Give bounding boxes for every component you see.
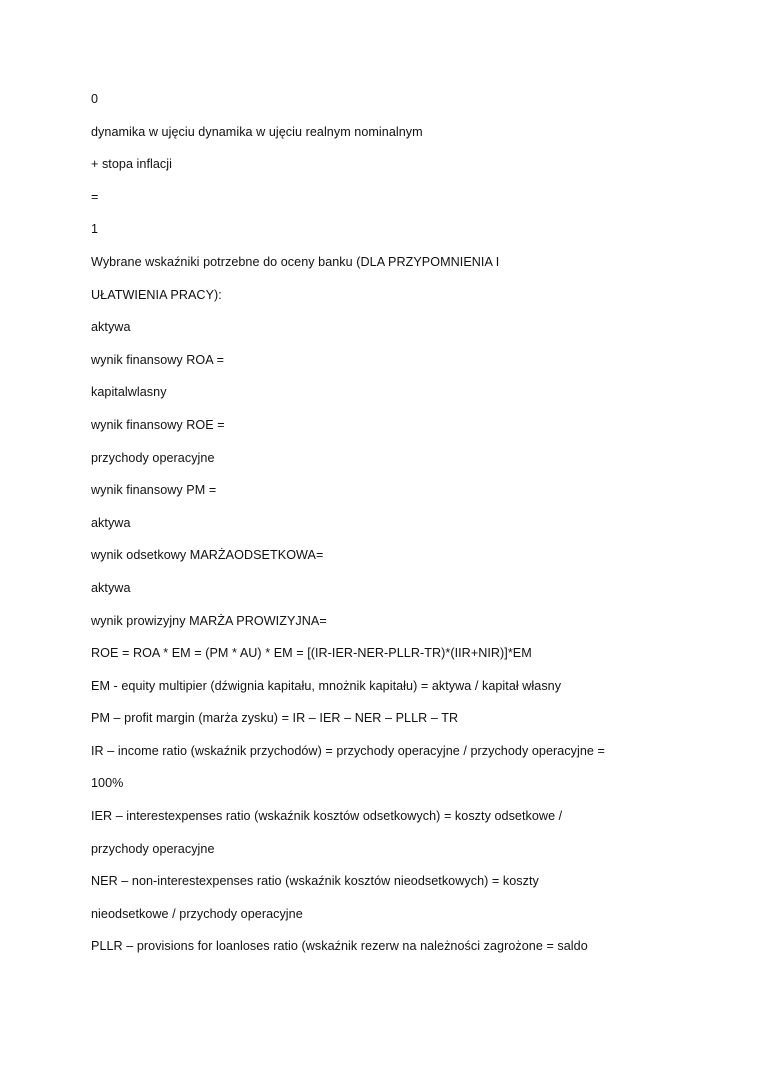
definition-line-pm: PM – profit margin (marża zysku) = IR – IER – NER – PLLR – TR [91,711,459,726]
formula-line-marza-prowizyjna: wynik prowizyjny MARŻA PROWIZYJNA= [91,613,327,628]
text-line: + stopa inflacji [91,157,172,172]
definition-line-em: EM - equity multipier (dźwignia kapitału, mnożnik kapitału) = aktywa / kapitał własny [91,678,562,693]
text-line: 0 [91,92,99,106]
definition-line-ier: IER – interestexpenses ratio (wskaźnik kosztów odsetkowych) = koszty odsetkowe / [91,809,563,824]
text-line: 1 [91,222,99,237]
text-line: = [91,189,99,204]
text-line: aktywa [91,320,131,335]
formula-line-roa: wynik finansowy ROA = [91,352,224,367]
definition-line-ir: IR – income ratio (wskaźnik przychodów) = przychody operacyjne / przychody operacyjne = [91,743,605,758]
formula-line-roe: wynik finansowy ROE = [91,417,225,432]
text-line: nieodsetkowe / przychody operacyjne [91,906,303,921]
formula-line-pm: wynik finansowy PM = [91,483,217,498]
text-line: aktywa [91,515,131,530]
text-line: 100% [91,776,124,791]
text-line: przychody operacyjne [91,450,215,465]
text-line: przychody operacyjne [91,841,215,856]
text-line: dynamika w ujęciu dynamika w ujęciu realnym nominalnym [91,124,423,139]
text-line: aktywa [91,580,131,595]
section-heading-line: UŁATWIENIA PRACY): [91,287,222,302]
definition-line-ner: NER – non-interestexpenses ratio (wskaźnik kosztów nieodsetkowych) = koszty [91,874,539,889]
document-text-block [91,90,731,970]
section-heading-line: Wybrane wskaźniki potrzebne do oceny banku (DLA PRZYPOMNIENIA I [91,254,500,269]
definition-line-pllr: PLLR – provisions for loanloses ratio (wskaźnik rezerw na należności zagrożone = saldo [91,939,588,954]
text-line: kapitalwlasny [91,385,167,400]
formula-line-roe-decomposition: ROE = ROA * EM = (PM * AU) * EM = [(IR-IER-NER-PLLR-TR)*(IIR+NIR)]*EM [91,646,532,661]
formula-line-marza-odsetkowa: wynik odsetkowy MARŻAODSETKOWA= [91,548,324,563]
